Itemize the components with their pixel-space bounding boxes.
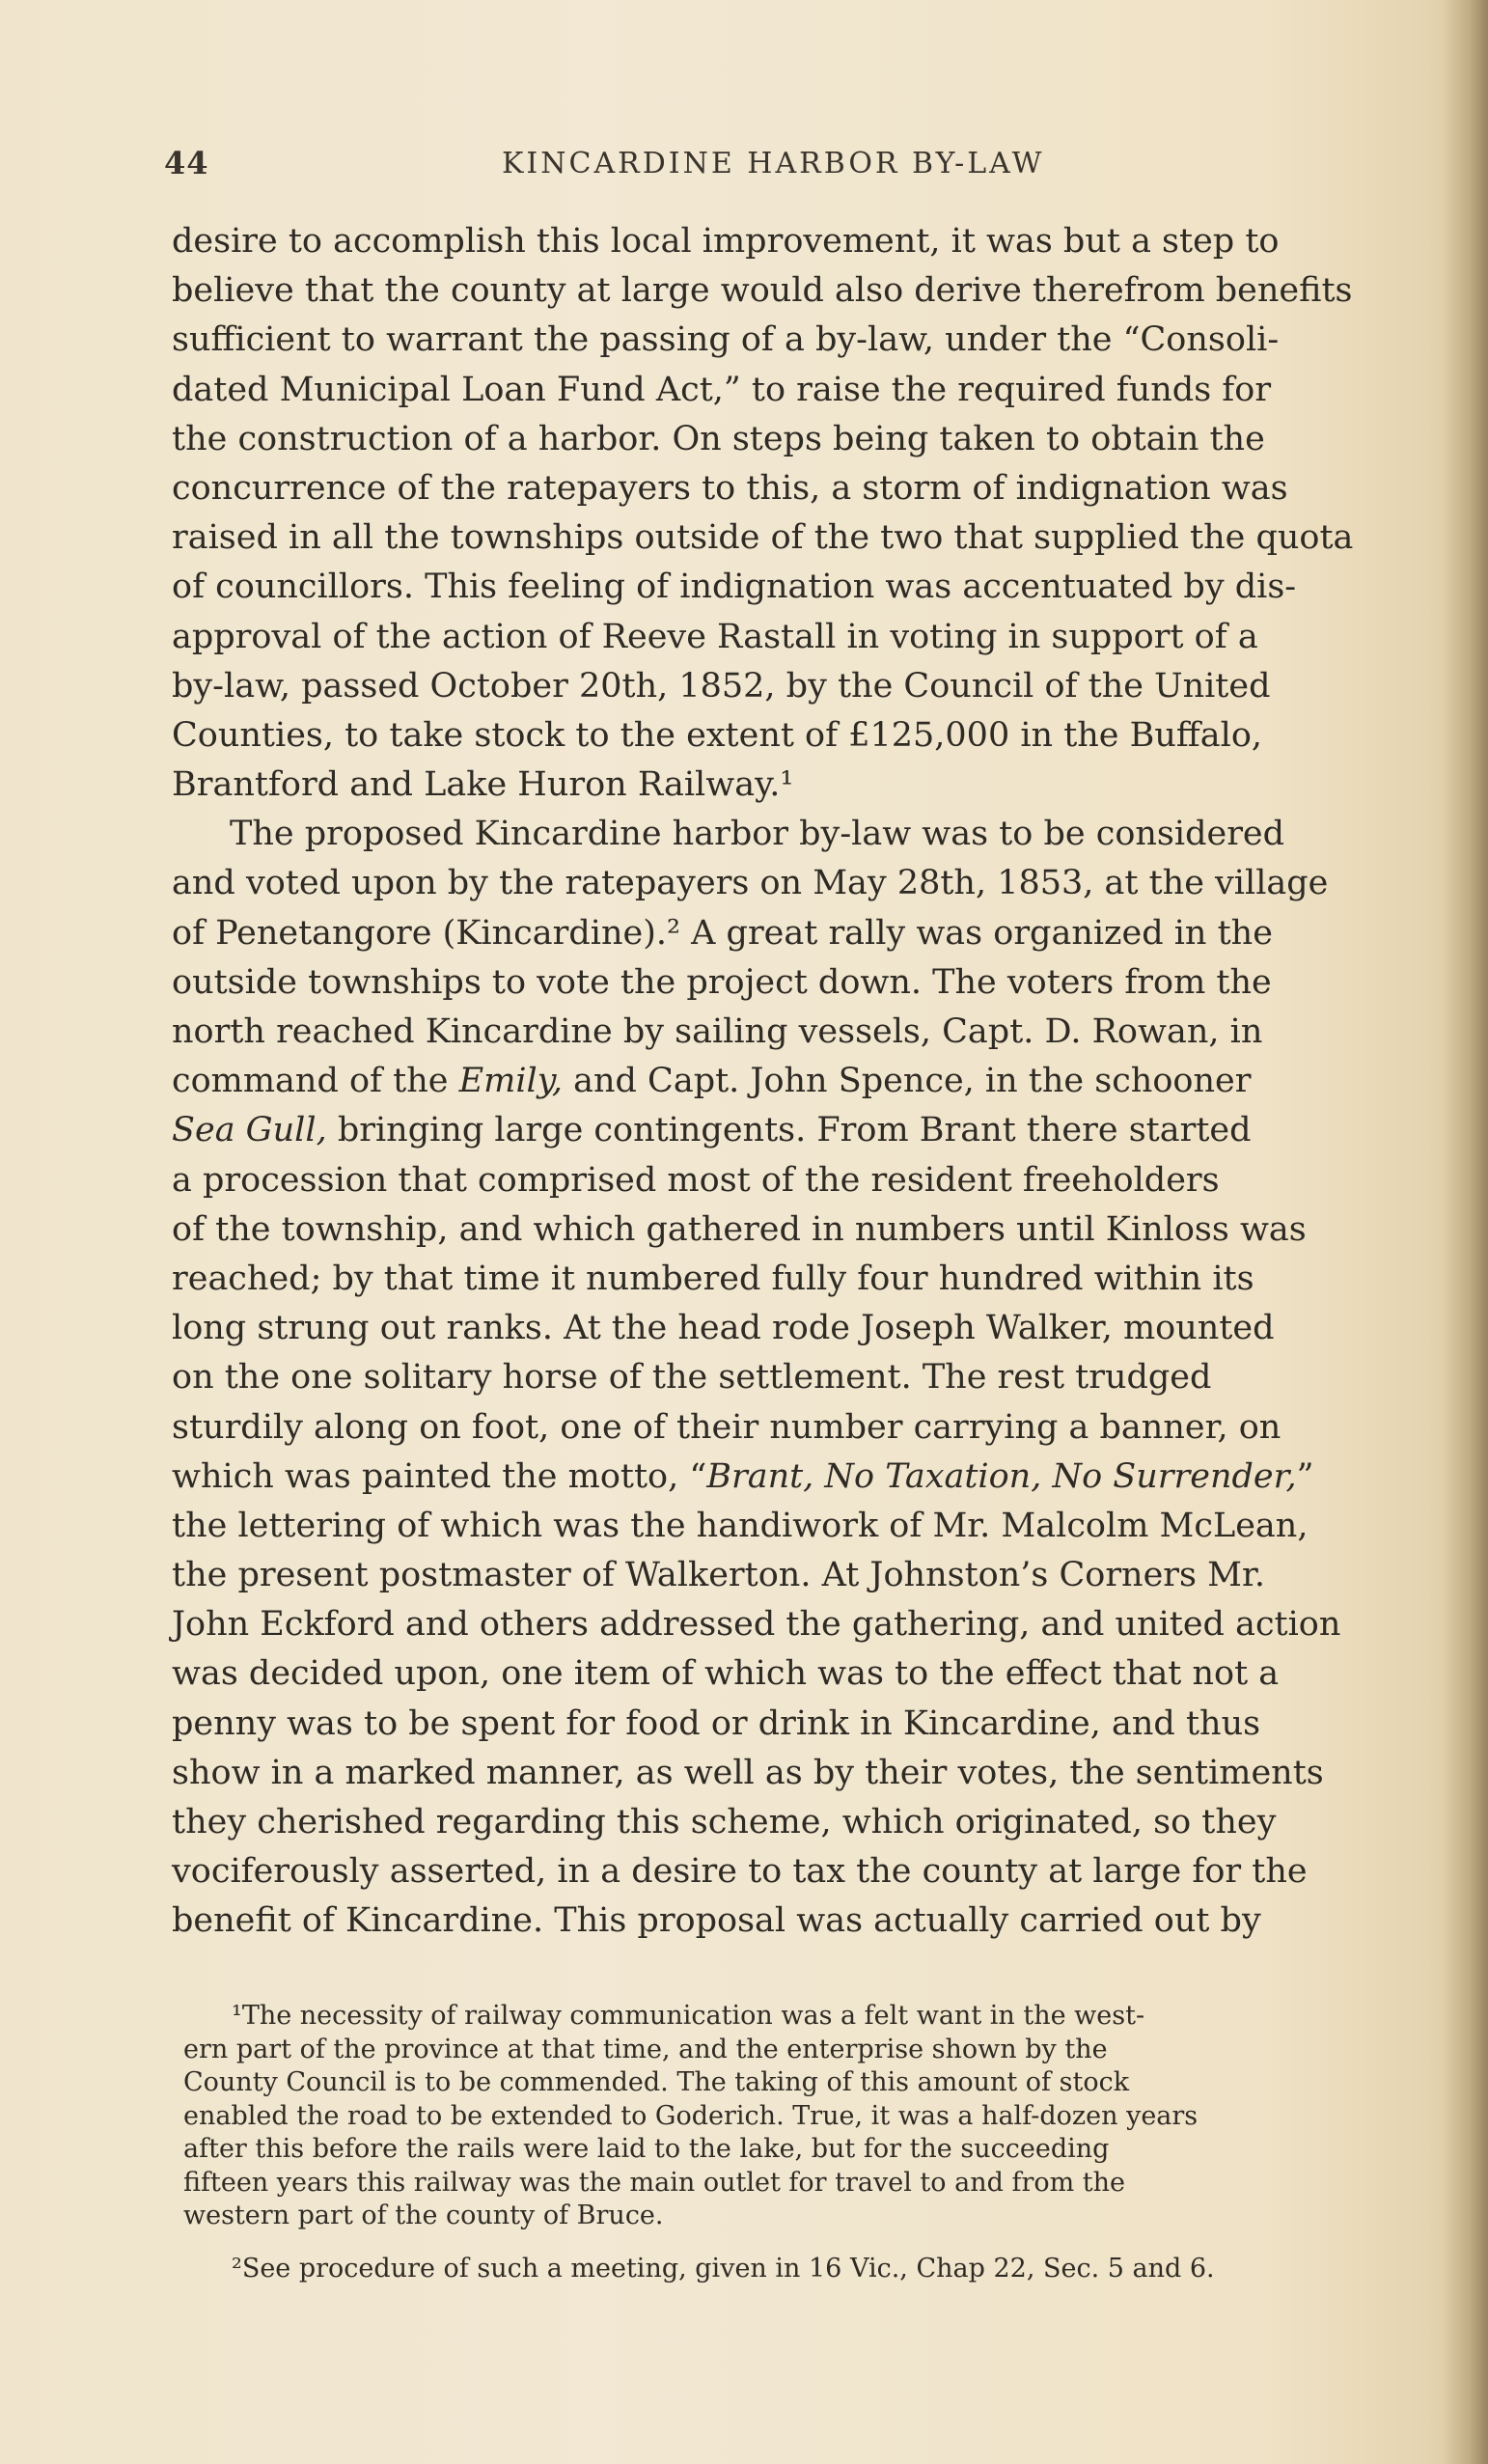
text-line: the lettering of which was the handiwork of Mr. Malcolm McLean, [172,1506,1309,1545]
text-line: dated Municipal Loan Fund Act,” to raise the required funds for [172,370,1272,409]
text-line: approval of the action of Reeve Rastall in voting in support of a [172,617,1258,656]
text-line: sufficient to warrant the passing of a by-law, under the “Consoli- [172,320,1280,360]
text-line: north reached Kincardine by sailing vessels, Capt. D. Rowan, in [172,1012,1263,1051]
text-line: of councillors. This feeling of indignation was accentuated by dis- [172,568,1297,607]
text-line: concurrence of the ratepayers to this, a storm of indignation was [172,468,1288,508]
body-text [172,217,1397,1947]
footnote-line: enabled the road to be extended to Goderich. True, it was a half-dozen years [183,2100,1199,2131]
text-line: Sea Gull, bringing large contingents. From Brant there started [172,1111,1252,1150]
text-line: the construction of a harbor. On steps being taken to obtain the [172,419,1265,458]
text-line: Counties, to take stock to the extent of £125,000 in the Buffalo, [172,715,1263,755]
text-line: was decided upon, one item of which was to the effect that not a [172,1654,1280,1694]
text-line: which was painted the motto, “Brant, No Taxation, No Surrender,” [172,1456,1314,1496]
text-line: of Penetangore (Kincardine).² A great rally was organized in the [172,913,1273,953]
footnotes [183,2000,1399,2285]
text-line: vociferously asserted, in a desire to tax the county at large for the [172,1852,1308,1892]
text-line: the present postmaster of Walkerton. At Johnston’s Corners Mr. [172,1556,1265,1595]
text-line: benefit of Kincardine. This proposal was actually carried out by [172,1901,1261,1941]
footnote-line: western part of the county of Bruce. [183,2201,664,2230]
text-line: Brantford and Lake Huron Railway.¹ [172,765,794,805]
footnote-line: County Council is to be commended. The taking of this amount of stock [183,2067,1130,2097]
text-line: desire to accomplish this local improvement, it was but a step to [172,222,1280,261]
footnote-spacer [183,2233,1399,2253]
running-title: KINCARDINE HARBOR BY-LAW [502,147,1045,180]
text-line: show in a marked manner, as well as by their votes, the sentiments [172,1753,1324,1792]
footnote-line: fifteen years this railway was the main outlet for travel to and from the [183,2167,1126,2198]
footnote-line: ern part of the province at that time, and the enterprise shown by the [183,2034,1108,2064]
text-line: command of the Emily, and Capt. John Spence, in the schooner [172,1062,1252,1101]
text-line: raised in all the townships outside of the two that supplied the quota [172,518,1354,558]
text-line: of the township, and which gathered in numbers until Kinloss was [172,1209,1307,1249]
text-line: they cherished regarding this scheme, which originated, so they [172,1803,1277,1841]
text-line: outside townships to vote the project down. The voters from the [172,962,1272,1002]
footnote-line: ²See procedure of such a meeting, given in 16 Vic., Chap 22, Sec. 5 and 6. [232,2253,1215,2284]
text-line: on the one solitary horse of the settlement. The rest trudged [172,1358,1212,1398]
page-number: 44 [164,145,209,181]
text-line: penny was to be spent for food or drink in Kincardine, and thus [172,1703,1261,1743]
text-line: reached; by that time it numbered fully four hundred within its [172,1259,1254,1298]
footnote-line: after this before the rails were laid to the lake, but for the succeeding [183,2134,1110,2164]
text-line: by-law, passed October 20th, 1852, by the Council of the United [172,666,1271,706]
text-line: and voted upon by the ratepayers on May 28th, 1853, at the village [172,864,1329,903]
text-line: believe that the county at large would also derive therefrom benefits [172,271,1353,311]
footnote-1 [183,2000,1399,2233]
text-line: John Eckford and others addressed the gathering, and united action [172,1605,1341,1645]
text-line: The proposed Kincardine harbor by-law was to be considered [230,815,1285,854]
text-line: sturdily along on foot, one of their number carrying a banner, on [172,1407,1281,1447]
text-line: long strung out ranks. At the head rode Joseph Walker, mounted [172,1309,1275,1348]
footnote-2 [183,2253,1399,2286]
footnote-line: ¹The necessity of railway communication was a felt want in the west- [232,2001,1145,2031]
page-header [164,145,1399,183]
page-edge-shadow [1444,0,1488,2464]
text-line: a procession that comprised most of the resident freeholders [172,1160,1220,1200]
